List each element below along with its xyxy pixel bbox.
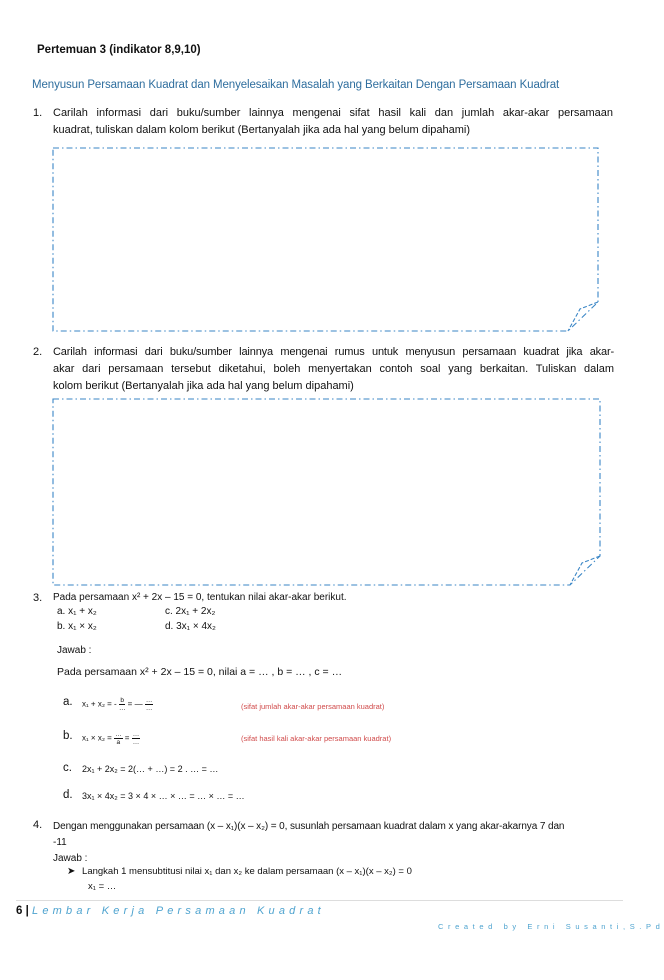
q4-answer-label: Jawab :	[53, 853, 88, 864]
q3b-expression	[82, 731, 140, 746]
q2-line3: kolom berikut (Bertanyalah jika ada hal yang belum dipahami)	[53, 380, 354, 392]
q3-option-d: d. 3x₁ × 4x₂	[165, 621, 216, 632]
q3a-note: (sifat jumlah akar-akar persamaan kuadrat)	[241, 702, 385, 711]
q3b-frac2-top: …	[132, 731, 140, 738]
q1-text	[53, 105, 613, 139]
q3a-frac2-top: …	[145, 697, 153, 704]
section-title: Menyusun Persamaan Kuadrat dan Menyelesaikan Masalah yang Berkaitan Dengan Persamaan Kuadrat	[32, 79, 560, 91]
q4-text	[53, 819, 618, 867]
footer-credit: Created by Erni Susanti,S.Pd	[438, 922, 664, 931]
q3a-fraction-2	[145, 697, 154, 712]
q3d-label: d.	[63, 789, 73, 801]
q3a-expr-left: x₁ + x₂ = -	[82, 699, 117, 709]
q3d-expression: 3x₁ × 4x₂ = 3 × 4 × … × … = … × … = …	[82, 791, 245, 801]
q3b-note: (sifat hasil kali akar-akar persamaan kuadrat)	[241, 734, 392, 743]
footer-divider	[16, 900, 623, 901]
q3-answer-label: Jawab :	[57, 645, 92, 656]
document-title: Lembar Kerja Persamaan Kuadrat	[32, 905, 325, 917]
q2-number: 2.	[33, 346, 43, 358]
q4-step1-value: x₁ = …	[88, 881, 117, 892]
q3-number: 3.	[33, 592, 43, 604]
q3-option-c: c. 2x₁ + 2x₂	[165, 606, 216, 617]
q1-box-border	[52, 147, 600, 332]
q4-line1: Dengan menggunakan persamaan (x – x₁)(x – x₂) = 0, susunlah persamaan kuadrat dalam x yang akar-akarnya 7 dan	[53, 821, 565, 832]
q2-line2: akar dari persamaan tersebut diketahui, boleh menyertakan contoh soal yang berkaitan. Tuliskan dalam	[53, 363, 614, 375]
q4-number: 4.	[33, 819, 43, 831]
page-number: 6 |	[16, 905, 29, 917]
q3a-frac2-bot: …	[145, 705, 153, 712]
q3b-fraction	[114, 731, 123, 746]
q1-line1: Carilah informasi dari buku/sumber lainnya mengenai sifat hasil kali dan jumlah akar-akar persamaan	[53, 107, 613, 119]
q1-number: 1.	[33, 107, 43, 119]
q4-line2: -11	[53, 837, 67, 848]
q3a-fraction	[119, 697, 126, 712]
q3b-expr-left: x₁ × x₂ =	[82, 733, 112, 743]
q3a-frac-bot: …	[118, 705, 126, 712]
q2-line1: Carilah informasi dari buku/sumber lainnya mengenai rumus untuk menyusun persamaan kuadrat jika akar-	[53, 346, 614, 358]
q1-line2: kuadrat, tuliskan dalam kolom berikut (Bertanyalah jika ada hal yang belum dipahami)	[53, 124, 471, 136]
q2-text	[53, 344, 614, 395]
q3a-frac-top: b	[120, 697, 124, 704]
q3-option-b: b. x₁ × x₂	[57, 621, 97, 632]
arrow-bullet-icon: ➤	[67, 866, 76, 877]
footer-left	[16, 905, 325, 917]
q3b-frac2-bot: …	[132, 739, 140, 746]
q3b-frac-top: …	[115, 731, 122, 738]
q3a-expr-mid: = —	[127, 699, 143, 709]
q3c-expression: 2x₁ + 2x₂ = 2(… + …) = 2 . … = …	[82, 764, 219, 774]
q3-option-a: a. x₁ + x₂	[57, 606, 97, 617]
q4-step1	[67, 866, 412, 877]
q4-step1-text: Langkah 1 mensubtitusi nilai x₁ dan x₂ ke dalam persamaan (x – x₁)(x – x₂) = 0	[82, 866, 412, 877]
q3a-expression	[82, 697, 153, 712]
q3-prompt: Pada persamaan x² + 2x – 15 = 0, tentukan nilai akar-akar berikut.	[53, 592, 347, 603]
q3c-label: c.	[63, 762, 72, 774]
meeting-title: Pertemuan 3 (indikator 8,9,10)	[37, 44, 201, 56]
q3b-label: b.	[63, 730, 73, 742]
q2-answer-box[interactable]	[52, 398, 602, 586]
q3b-expr-mid: =	[124, 733, 130, 743]
q1-answer-box[interactable]	[52, 147, 600, 332]
q3b-fraction-2	[132, 731, 141, 746]
q2-box-border	[52, 398, 602, 586]
q3a-label: a.	[63, 696, 73, 708]
q3b-frac-bot: a	[116, 739, 121, 746]
q3-answer-intro: Pada persamaan x² + 2x – 15 = 0, nilai a = … , b = … , c = …	[57, 666, 343, 678]
